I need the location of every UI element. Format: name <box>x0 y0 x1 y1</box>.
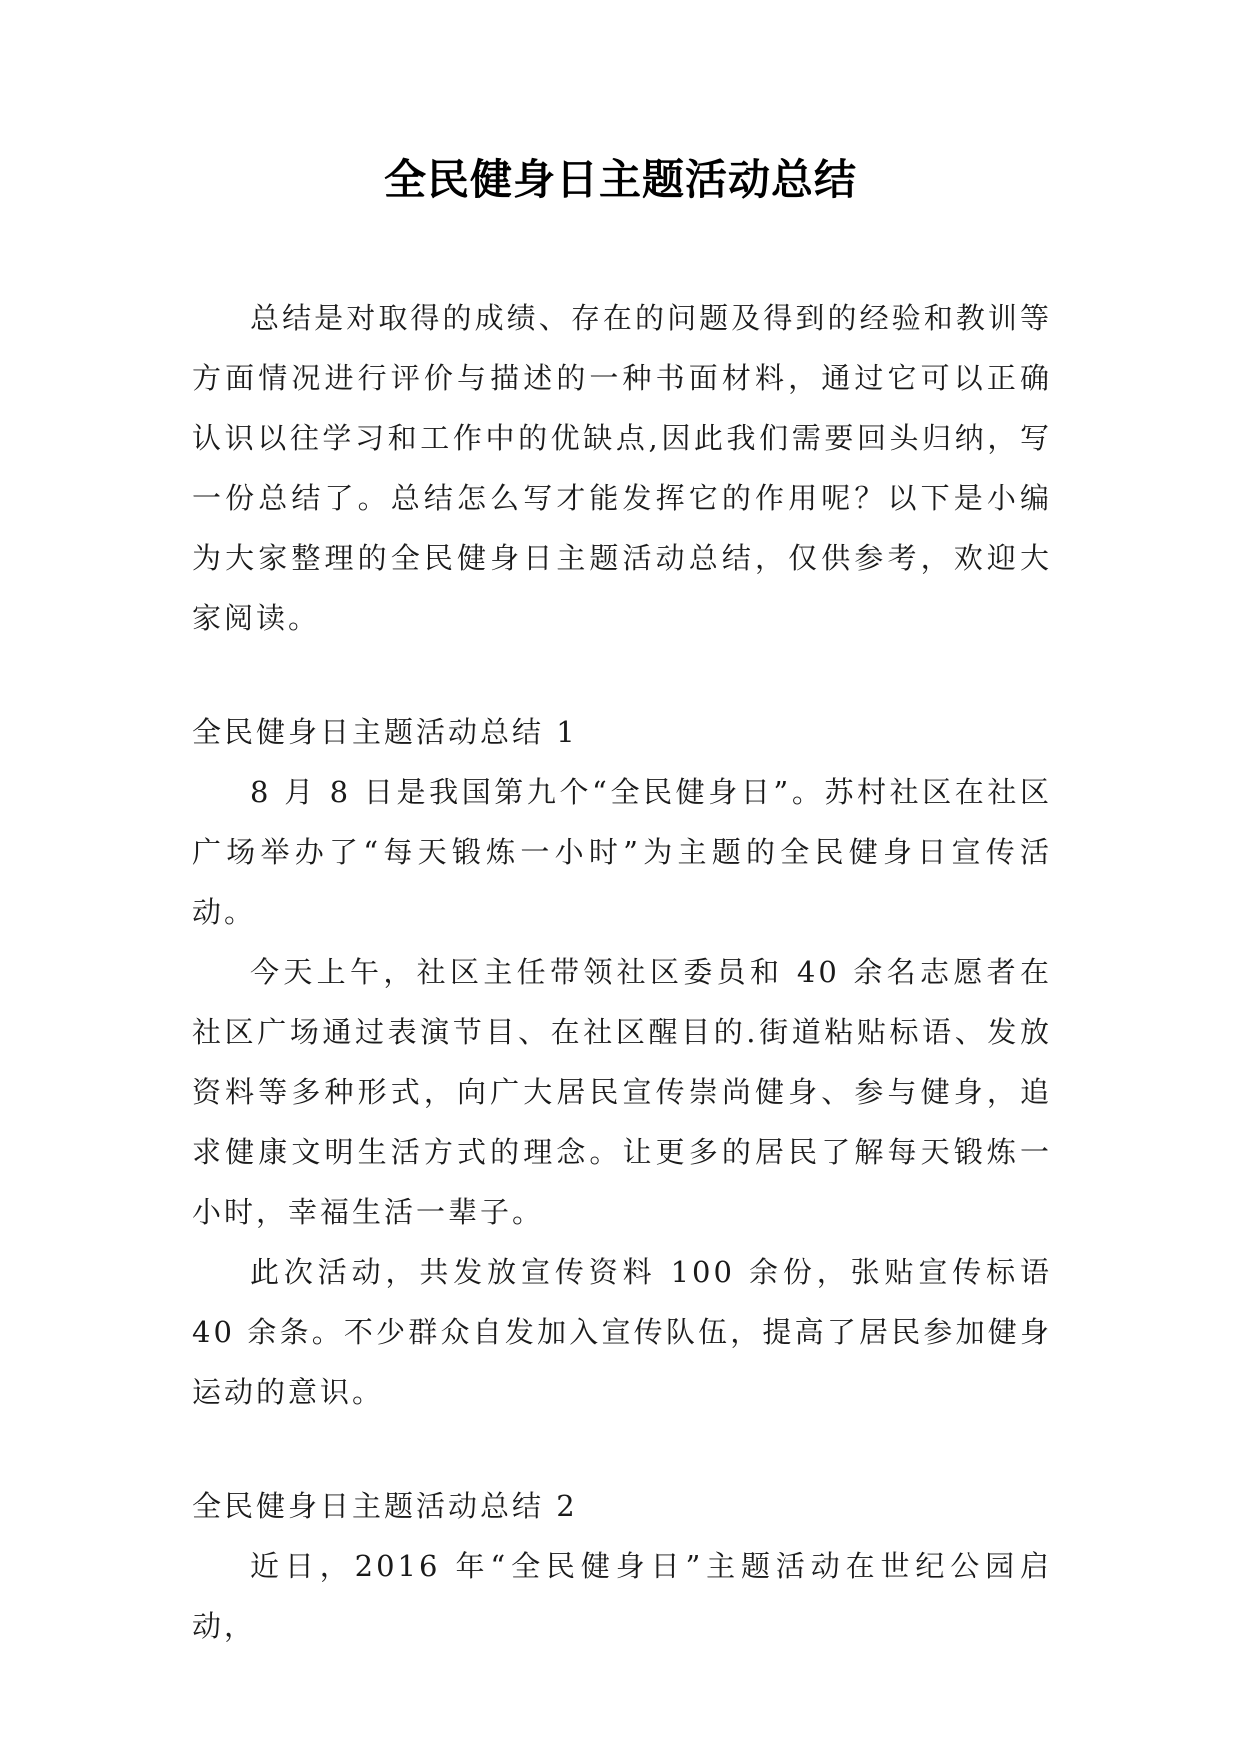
document-title: 全民健身日主题活动总结 <box>383 155 857 204</box>
section-1-heading: 全民健身日主题活动总结 1 <box>192 715 578 749</box>
section-1 <box>192 702 1052 1422</box>
section-2-paragraph-1: 近日，2016 年“全民健身日”主题活动在世纪公园启动， <box>192 1549 1052 1643</box>
intro-block <box>192 288 1052 648</box>
section-2 <box>192 1476 1052 1656</box>
intro-paragraph: 总结是对取得的成绩、存在的问题及得到的经验和教训等方面情况进行评价与描述的一种书面材料，通过它可以正确认识以往学习和工作中的优缺点,因此我们需要回头归纳，写一份总结了。总结怎么写才能发挥它的作用呢？以下是小编为大家整理的全民健身日主题活动总结，仅供参考，欢迎大家阅读。 <box>192 301 1052 635</box>
section-1-paragraph-2: 今天上午，社区主任带领社区委员和 40 余名志愿者在社区广场通过表演节目、在社区醒目的.街道粘贴标语、发放资料等多种形式，向广大居民宣传崇尚健身、参与健身，追求健康文明生活方式的理念。让更多的居民了解每天锻炼一小时，幸福生活一辈子。 <box>192 955 1052 1229</box>
section-1-paragraph-3: 此次活动，共发放宣传资料 100 余份，张贴宣传标语 40 余条。不少群众自发加入宣传队伍，提高了居民参加健身运动的意识。 <box>192 1255 1052 1409</box>
section-1-paragraph-1: 8 月 8 日是我国第九个“全民健身日”。苏村社区在社区广场举办了“每天锻炼一小时”为主题的全民健身日宣传活动。 <box>192 775 1052 929</box>
section-2-heading: 全民健身日主题活动总结 2 <box>192 1489 578 1523</box>
